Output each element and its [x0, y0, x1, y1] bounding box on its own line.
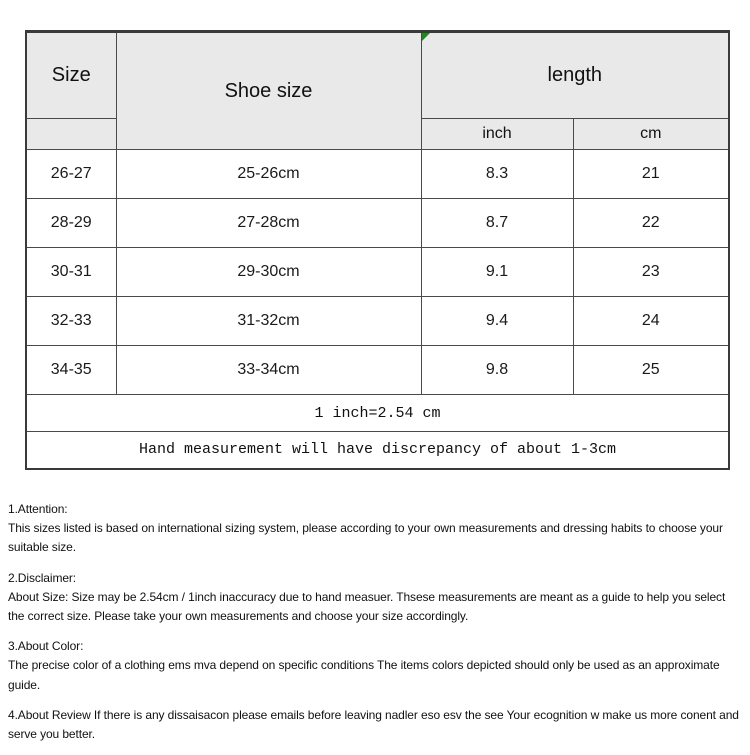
table-row	[26, 248, 729, 297]
note-about-color	[8, 637, 744, 695]
size-cell: 32-33	[26, 297, 116, 346]
size-cell: 26-27	[26, 150, 116, 199]
notes-section	[8, 500, 744, 755]
size-cell: 30-31	[26, 248, 116, 297]
shoe-size-cell: 27-28cm	[116, 199, 421, 248]
inch-cell: 9.1	[421, 248, 573, 297]
inch-column-header: inch	[421, 119, 573, 150]
note-body: The precise color of a clothing ems mva depend on specific conditions The items colors depicted should only be used as an approximate guide.	[8, 658, 720, 692]
inch-conversion-note: 1 inch=2.54 cm	[26, 395, 729, 432]
shoe-size-cell: 29-30cm	[116, 248, 421, 297]
length-column-header	[421, 32, 729, 119]
cm-cell: 25	[573, 346, 729, 395]
measurement-discrepancy-note: Hand measurement will have discrepancy of about 1-3cm	[26, 432, 729, 469]
size-chart-table	[25, 30, 730, 470]
note-about-review	[8, 706, 744, 744]
note-disclaimer	[8, 569, 744, 627]
note-heading: 3.About Color:	[8, 639, 84, 654]
length-column-header-label: length	[547, 64, 602, 86]
inch-cell: 8.3	[421, 150, 573, 199]
header-row-main	[26, 32, 729, 119]
cell-corner-marker	[422, 33, 430, 41]
shoe-size-column-header: Shoe size	[116, 32, 421, 150]
size-cell: 34-35	[26, 346, 116, 395]
note-body: This sizes listed is based on international sizing system, please according to your own measurements and dressing habits to choose your suitable size.	[8, 521, 723, 555]
cm-column-header: cm	[573, 119, 729, 150]
size-column-header: Size	[26, 32, 116, 119]
cm-cell: 24	[573, 297, 729, 346]
note-heading: 2.Disclaimer:	[8, 570, 77, 585]
shoe-size-cell: 31-32cm	[116, 297, 421, 346]
note-heading: 4.About Review	[8, 707, 91, 722]
note-attention	[8, 500, 744, 558]
cm-cell: 22	[573, 199, 729, 248]
footnote-row	[26, 432, 729, 469]
cm-cell: 21	[573, 150, 729, 199]
table-row	[26, 346, 729, 395]
table-row	[26, 199, 729, 248]
size-cell: 28-29	[26, 199, 116, 248]
table-row	[26, 297, 729, 346]
inch-cell: 9.4	[421, 297, 573, 346]
note-body: About Size: Size may be 2.54cm / 1inch inaccuracy due to hand measuer. Thsese measurements are meant as a guide to help you select the correct size. Please take your own measurements and choose your size accordingly.	[8, 589, 726, 623]
shoe-size-cell: 25-26cm	[116, 150, 421, 199]
inch-cell: 9.8	[421, 346, 573, 395]
note-body: If there is any dissaisacon please emails before leaving nadler eso esv the see Your ecognition w make us more conent and serve you better.	[8, 707, 739, 741]
table-row	[26, 150, 729, 199]
inch-cell: 8.7	[421, 199, 573, 248]
note-heading: 1.Attention:	[8, 502, 68, 516]
cm-cell: 23	[573, 248, 729, 297]
shoe-size-cell: 33-34cm	[116, 346, 421, 395]
footnote-row	[26, 395, 729, 432]
empty-header-cell	[26, 119, 116, 150]
